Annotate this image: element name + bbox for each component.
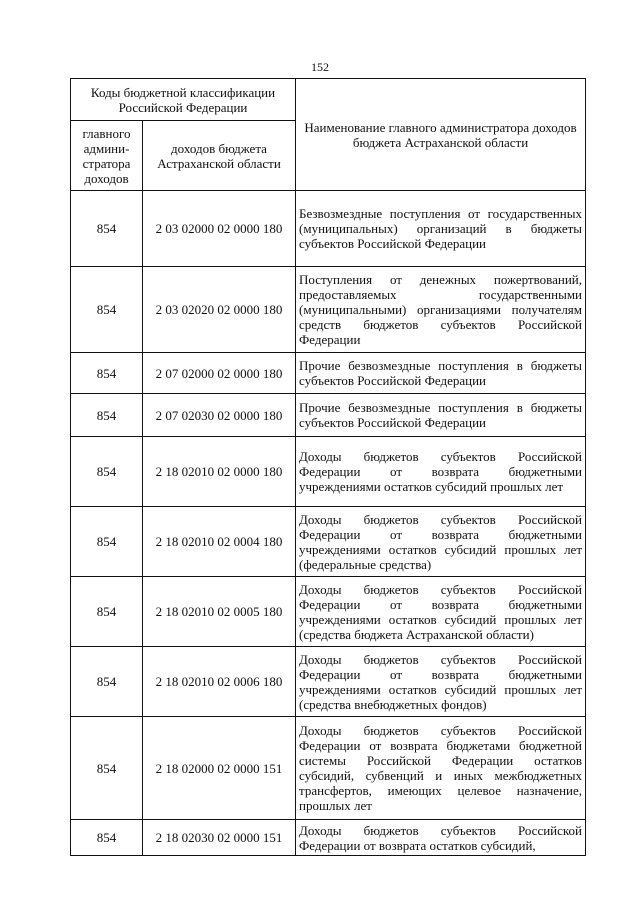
income-name-cell: Доходы бюджетов субъектов Российской Федерации от возврата бюджетными учреждениями остатков субсидий прошлых лет (федеральные средства) [296, 507, 586, 577]
admin-code-cell: 854 [71, 353, 143, 394]
income-name-cell: Прочие безвозмездные поступления в бюджеты субъектов Российской Федерации [296, 394, 586, 437]
admin-code-cell: 854 [71, 394, 143, 437]
admin-code-cell: 854 [71, 267, 143, 353]
income-name-cell: Доходы бюджетов субъектов Российской Федерации от возврата бюджетными учреждениями остатков субсидий прошлых лет (средства бюджета Астраханской области) [296, 577, 586, 647]
income-name-cell: Доходы бюджетов субъектов Российской Федерации от возврата бюджетными учреждениями остатков субсидий прошлых лет [296, 437, 586, 507]
header-name-column: Наименование главного администратора доходов бюджета Астраханской области [296, 79, 586, 191]
table-row [71, 437, 586, 507]
income-code-cell: 2 03 02020 02 0000 180 [143, 267, 296, 353]
table-row [71, 577, 586, 647]
income-code-cell: 2 18 02010 02 0006 180 [143, 647, 296, 717]
income-name-cell: Доходы бюджетов субъектов Российской Федерации от возврата бюджетными учреждениями остатков субсидий прошлых лет (средства внебюджетных фондов) [296, 647, 586, 717]
income-name-cell: Поступления от денежных пожертвований, предоставляемых государственными (муниципальными) организациями получателям средств бюджетов субъектов Российской Федерации [296, 267, 586, 353]
admin-code-cell: 854 [71, 717, 143, 820]
income-code-cell: 2 07 02000 02 0000 180 [143, 353, 296, 394]
admin-code-cell: 854 [71, 647, 143, 717]
income-code-cell: 2 18 02010 02 0005 180 [143, 577, 296, 647]
table-row [71, 717, 586, 820]
header-admin-column: главного админи-стратора доходов [71, 121, 143, 191]
admin-code-cell: 854 [71, 820, 143, 856]
table-row [71, 353, 586, 394]
income-name-cell: Доходы бюджетов субъектов Российской Федерации от возврата остатков субсидий, [296, 820, 586, 856]
income-code-cell: 2 18 02010 02 0000 180 [143, 437, 296, 507]
table-row [71, 267, 586, 353]
income-code-cell: 2 03 02000 02 0000 180 [143, 191, 296, 267]
income-code-cell: 2 18 02000 02 0000 151 [143, 717, 296, 820]
table-row [71, 647, 586, 717]
income-name-cell: Доходы бюджетов субъектов Российской Федерации от возврата бюджетами бюджетной системы Российской Федерации остатков субсидий, субвенций и иных межбюджетных трансфертов, имеющих целевое назначение, прошлых лет [296, 717, 586, 820]
budget-codes-table [70, 78, 586, 856]
income-code-cell: 2 07 02030 02 0000 180 [143, 394, 296, 437]
table-row [71, 820, 586, 856]
table-row [71, 507, 586, 577]
admin-code-cell: 854 [71, 507, 143, 577]
header-group-title: Коды бюджетной классификации Российской Федерации [71, 79, 296, 121]
admin-code-cell: 854 [71, 191, 143, 267]
header-code-column: доходов бюджета Астраханской области [143, 121, 296, 191]
admin-code-cell: 854 [71, 577, 143, 647]
page-number: 152 [311, 60, 329, 74]
income-name-cell: Безвозмездные поступления от государственных (муниципальных) организаций в бюджеты субъектов Российской Федерации [296, 191, 586, 267]
admin-code-cell: 854 [71, 437, 143, 507]
income-code-cell: 2 18 02010 02 0004 180 [143, 507, 296, 577]
income-code-cell: 2 18 02030 02 0000 151 [143, 820, 296, 856]
income-name-cell: Прочие безвозмездные поступления в бюджеты субъектов Российской Федерации [296, 353, 586, 394]
table-row [71, 394, 586, 437]
table-row [71, 191, 586, 267]
